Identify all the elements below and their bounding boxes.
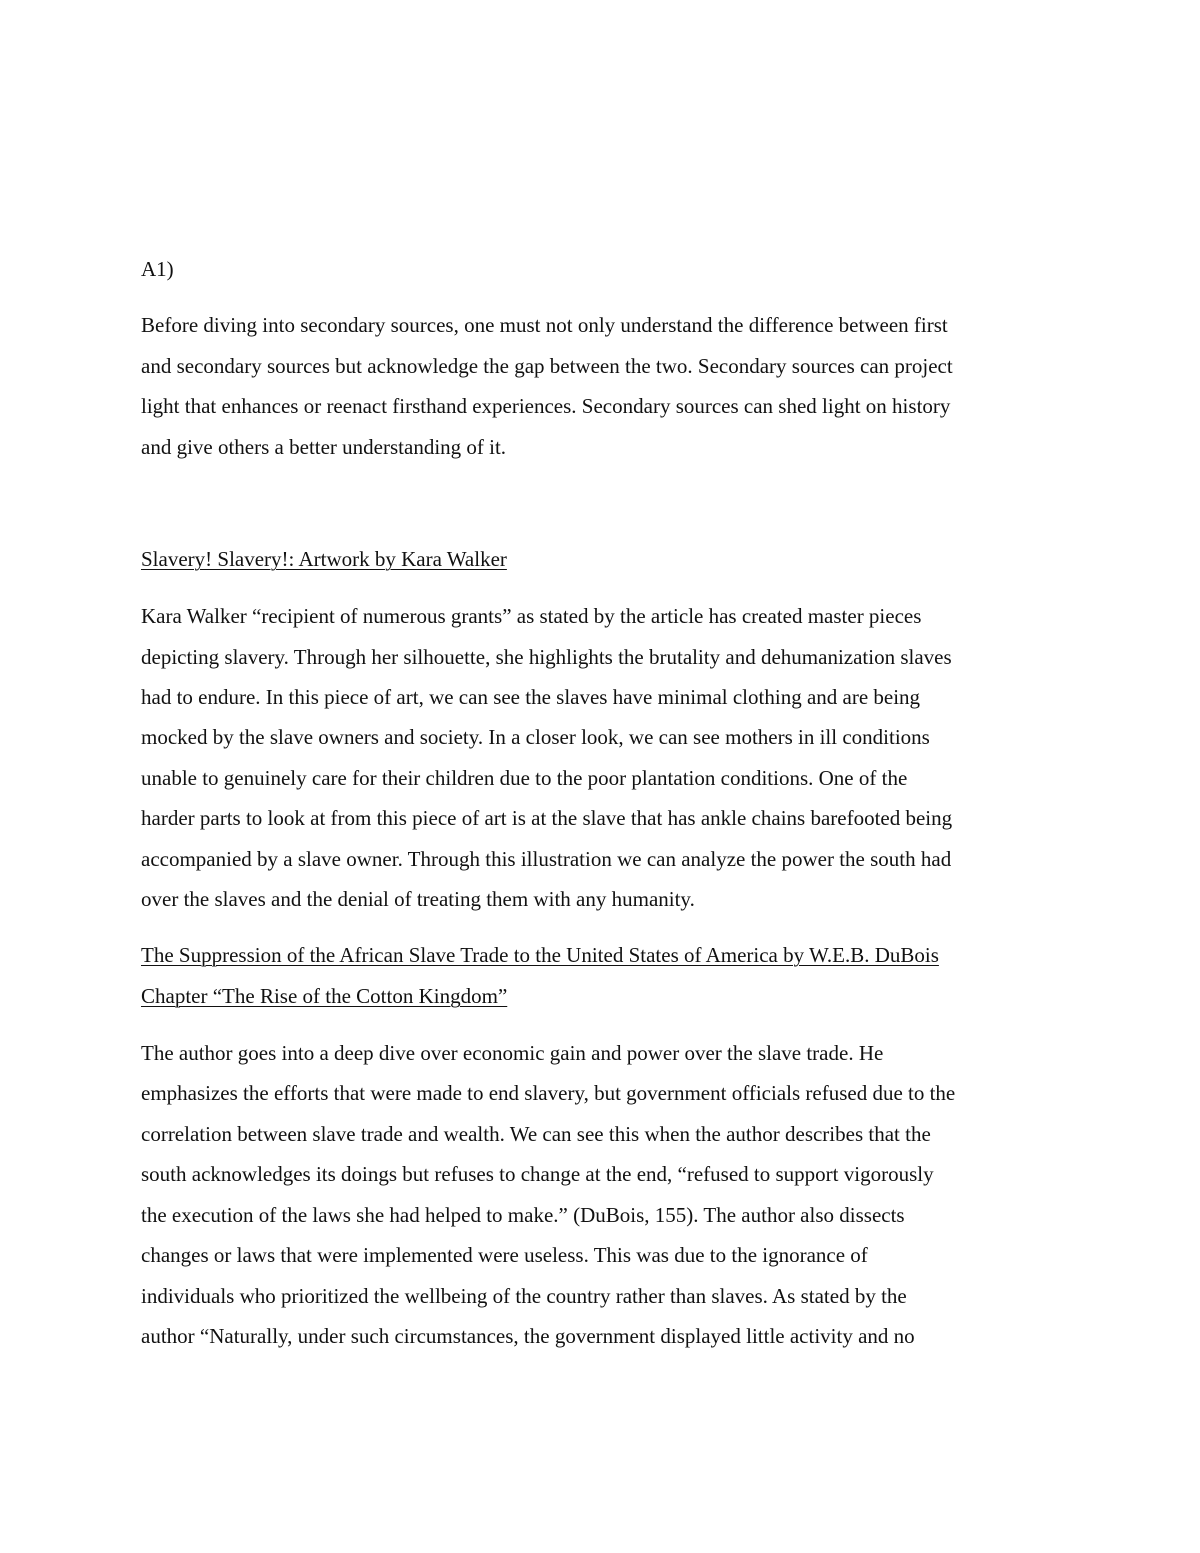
section1-line: depicting slavery. Through her silhouette, she highlights the brutality and dehumanization slaves — [141, 645, 952, 669]
section1-line: unable to genuinely care for their children due to the poor plantation conditions. One of the — [141, 766, 908, 790]
section2-line: The author goes into a deep dive over economic gain and power over the slave trade. He — [141, 1041, 884, 1065]
section1-line: Kara Walker “recipient of numerous grants” as stated by the article has created master pieces — [141, 604, 922, 628]
section1-line: harder parts to look at from this piece of art is at the slave that has ankle chains barefooted being — [141, 806, 953, 830]
intro-line: Before diving into secondary sources, one must not only understand the difference between first — [141, 313, 948, 337]
section2-line: correlation between slave trade and wealth. We can see this when the author describes that the — [141, 1122, 931, 1146]
section2-line: changes or laws that were implemented were useless. This was due to the ignorance of — [141, 1243, 868, 1267]
section2-line: emphasizes the efforts that were made to end slavery, but government officials refused due to the — [141, 1081, 956, 1105]
section-heading: A1) — [141, 257, 174, 281]
section2-line: author “Naturally, under such circumstances, the government displayed little activity and no — [141, 1324, 915, 1348]
section1-line: over the slaves and the denial of treating them with any humanity. — [141, 887, 695, 911]
section2-line: the execution of the laws she had helped to make.” (DuBois, 155). The author also dissects — [141, 1203, 905, 1227]
intro-line: and give others a better understanding of it. — [141, 435, 507, 459]
section1-line: mocked by the slave owners and society. In a closer look, we can see mothers in ill conditions — [141, 725, 930, 749]
section2-title: The Suppression of the African Slave Trade to the United States of America by W.E.B. DuBois — [141, 943, 939, 967]
section1-line: had to endure. In this piece of art, we can see the slaves have minimal clothing and are being — [141, 685, 921, 709]
intro-line: and secondary sources but acknowledge the gap between the two. Secondary sources can project — [141, 354, 953, 378]
section2-line: individuals who prioritized the wellbeing of the country rather than slaves. As stated by the — [141, 1284, 907, 1308]
section2-title: Chapter “The Rise of the Cotton Kingdom” — [141, 984, 508, 1008]
section1-line: accompanied by a slave owner. Through this illustration we can analyze the power the south had — [141, 847, 952, 871]
section1-title: Slavery! Slavery!: Artwork by Kara Walker — [141, 547, 507, 571]
intro-line: light that enhances or reenact firsthand experiences. Secondary sources can shed light on history — [141, 394, 951, 418]
section2-line: south acknowledges its doings but refuses to change at the end, “refused to support vigorously — [141, 1162, 934, 1186]
